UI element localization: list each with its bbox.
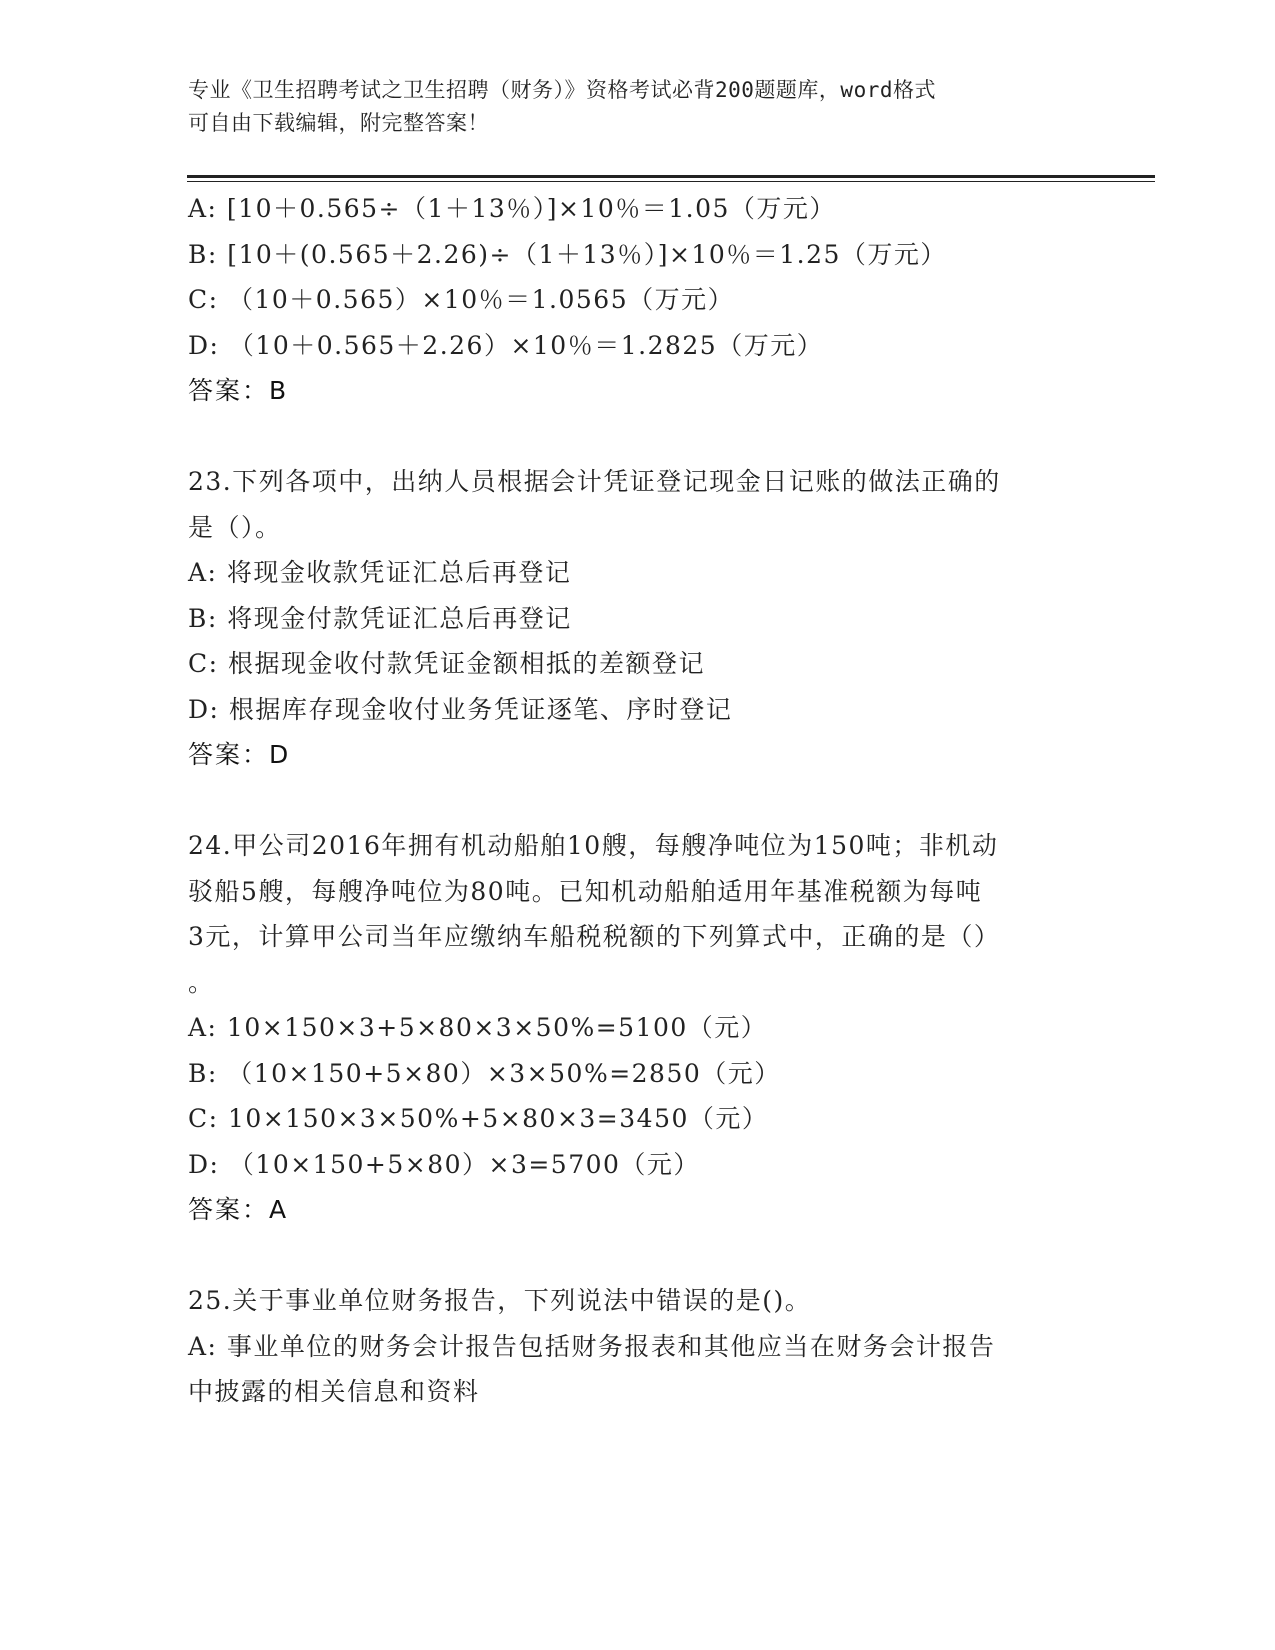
header-title-line-1: 专业《卫生招聘考试之卫生招聘（财务）》资格考试必背200题题库，word格式	[188, 78, 936, 102]
question-23-option-a: A: 将现金收款凭证汇总后再登记	[188, 558, 572, 587]
spacer	[188, 1233, 1088, 1279]
question-24-stem-line-4: 。	[188, 967, 215, 997]
question-24-stem-line-3: 3元，计算甲公司当年应缴纳车船税税额的下列算式中，正确的是（）	[188, 922, 1001, 951]
question-24-stem-line-2: 驳船5艘，每艘净吨位为80吨。已知机动船舶适用年基准税额为每吨	[188, 876, 983, 906]
question-25-option-a-line-2: 中披露的相关信息和资料	[188, 1377, 480, 1406]
question-24-option-c: C: 10×150×3×50%+5×80×3=3450（元）	[188, 1104, 769, 1133]
question-24-answer: 答案：A	[188, 1195, 289, 1224]
question-list	[188, 186, 1088, 1415]
question-23-answer: 答案：D	[188, 740, 291, 769]
question-23-stem-line-1: 23.下列各项中，出纳人员根据会计凭证登记现金日记账的做法正确的	[188, 467, 1001, 496]
question-25-option-a-line-1: A: 事业单位的财务会计报告包括财务报表和其他应当在财务会计报告	[188, 1331, 996, 1361]
header-divider-thin	[187, 181, 1155, 182]
question-23-option-c: C: 根据现金收付款凭证金额相抵的差额登记	[188, 649, 705, 678]
question-24-option-a: A: 10×150×3+5×80×3×50%=5100（元）	[188, 1013, 768, 1042]
question-24-option-b: B: （10×150+5×80）×3×50%=2850（元）	[188, 1058, 781, 1088]
question-25-stem-line-1: 25.关于事业单位财务报告，下列说法中错误的是()。	[188, 1286, 812, 1315]
question-25	[188, 1278, 1088, 1415]
question-22-answer: 答案：B	[188, 376, 289, 405]
question-23	[188, 459, 1088, 778]
question-24-option-d: D: （10×150+5×80）×3=5700（元）	[188, 1149, 700, 1179]
question-22-option-b: B: [10＋(0.565＋2.26)÷（1＋13％）]×10％＝1.25（万元）	[188, 239, 947, 269]
header-title-line-2: 可自由下载编辑，附完整答案！	[188, 111, 489, 135]
question-22	[188, 186, 1088, 414]
question-23-option-d: D: 根据库存现金收付业务凭证逐笔、序时登记	[188, 694, 733, 724]
question-23-option-b: B: 将现金付款凭证汇总后再登记	[188, 603, 572, 633]
document-header	[188, 74, 1068, 140]
spacer	[188, 778, 1088, 824]
question-23-stem-line-2: 是（）。	[188, 512, 282, 542]
spacer	[188, 414, 1088, 460]
header-divider-thick	[187, 175, 1155, 178]
question-22-option-a: A: [10＋0.565÷（1＋13％）]×10％＝1.05（万元）	[188, 194, 836, 223]
question-22-option-d: D: （10＋0.565＋2.26）×10％＝1.2825（万元）	[188, 330, 824, 360]
question-24	[188, 823, 1088, 1233]
question-24-stem-line-1: 24.甲公司2016年拥有机动船舶10艘，每艘净吨位为150吨；非机动	[188, 831, 999, 860]
question-22-option-c: C: （10＋0.565）×10％＝1.0565（万元）	[188, 285, 735, 314]
